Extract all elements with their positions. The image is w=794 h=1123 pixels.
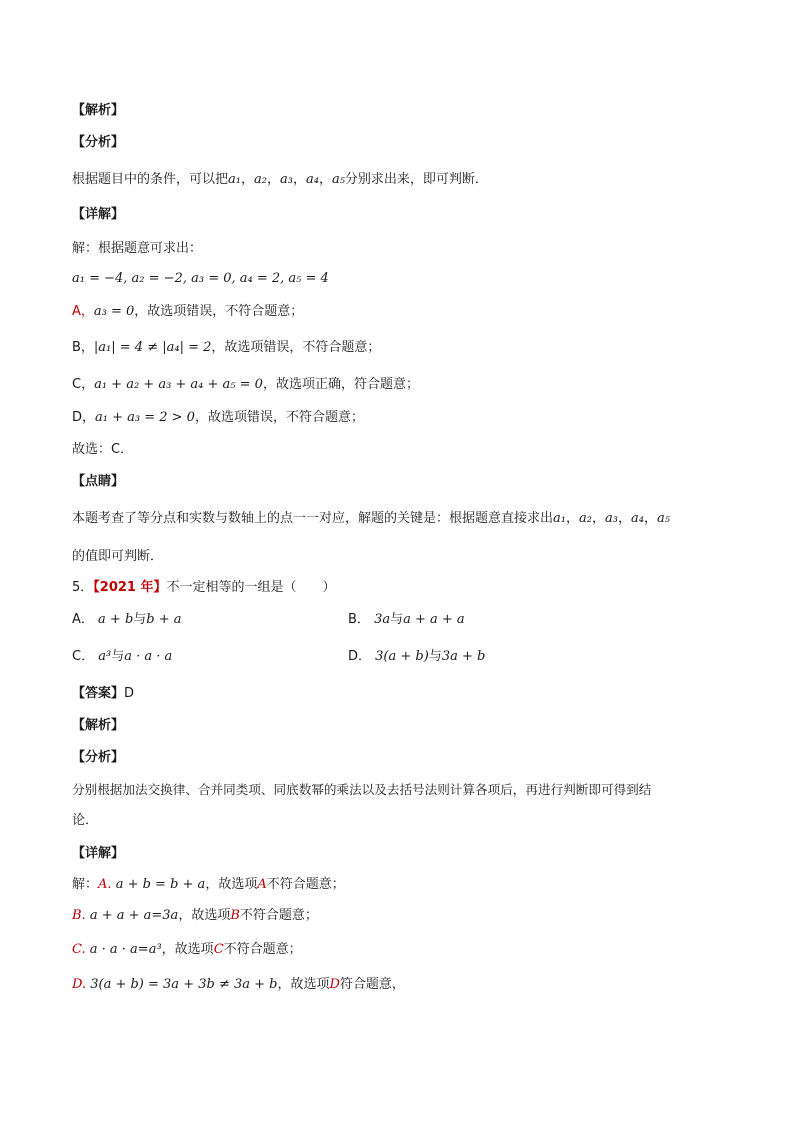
q5-fenxi-text-2: 论．	[72, 813, 99, 828]
dianjing-text-2: 的值即可判断．	[72, 549, 164, 564]
detail-a: 解：A. a + b = b + a，故选项A不符合题意；	[72, 877, 345, 892]
option-a-analysis: A，a₃ = 0，故选项错误，不符合题意；	[72, 304, 304, 319]
detail-b: B. a + a + a=3a，故选项B不符合题意；	[72, 908, 318, 923]
choice-c: C． a³与a · a · a	[72, 649, 173, 664]
option-b-analysis: B，|a₁| = 4 ≠ |a₄| = 2，故选项错误，不符合题意；	[72, 340, 381, 355]
answer-line: 【答案】D	[72, 686, 135, 701]
question-5-stem: 5．【2021 年】不一定相等的一组是（ ）	[72, 580, 336, 595]
q5-xiangjie-heading: 【详解】	[72, 846, 125, 861]
fenxi-text: 根据题目中的条件，可以把a₁，a₂，a₃，a₄，a₅分别求出来，即可判断．	[72, 172, 488, 187]
fenxi-heading: 【分析】	[72, 135, 125, 150]
xiangjie-heading: 【详解】	[72, 207, 125, 222]
detail-c: C. a · a · a=a³，故选项C不符合题意；	[72, 942, 302, 957]
q5-fenxi-text-1: 分别根据加法交换律、合并同类项、同底数幂的乘法以及去括号法则计算各项后，再进行判断即可得到结	[72, 782, 652, 797]
q5-jiexi-heading: 【解析】	[72, 718, 125, 733]
choice-d: D． 3(a + b)与3a + b	[348, 649, 486, 664]
dianjing-text-1: 本题考查了等分点和实数与数轴上的点一一对应，解题的关键是：根据题意直接求出a₁，a₂，a₃，a₄，a₅	[72, 511, 670, 526]
values-equation: a₁ = −4, a₂ = −2, a₃ = 0, a₄ = 2, a₅ = 4	[72, 271, 329, 286]
choice-a: A． a + b与b + a	[72, 612, 182, 627]
dianjing-heading: 【点睛】	[72, 474, 125, 489]
choose-line: 故选：C．	[72, 442, 134, 457]
q5-fenxi-heading: 【分析】	[72, 750, 125, 765]
detail-d: D. 3(a + b) = 3a + 3b ≠ 3a + b，故选项D符合题意，	[72, 977, 405, 992]
choice-b: B． 3a与a + a + a	[348, 612, 465, 627]
option-c-analysis: C，a₁ + a₂ + a₃ + a₄ + a₅ = 0，故选项正确，符合题意；	[72, 377, 419, 392]
jiexi-heading: 【解析】	[72, 103, 125, 118]
jie-line: 解：根据题意可求出：	[72, 241, 203, 256]
option-d-analysis: D，a₁ + a₃ = 2 > 0，故选项错误，不符合题意；	[72, 410, 364, 425]
